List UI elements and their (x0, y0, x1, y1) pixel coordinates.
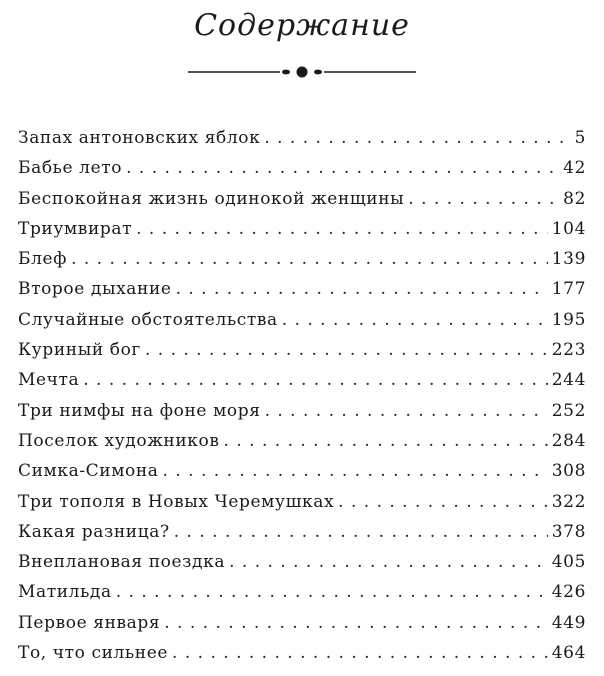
dot-leader (164, 613, 548, 633)
toc-entry-title: Три тополя в Новых Черемушках (18, 491, 335, 512)
toc-entry (18, 492, 586, 522)
dot-leader (408, 189, 559, 209)
dot-leader (83, 370, 548, 390)
table-of-contents (18, 128, 586, 673)
page-title: Содержание (194, 8, 410, 43)
dot-leader (136, 219, 548, 239)
toc-entry (18, 340, 586, 370)
toc-entry-page-number: 322 (551, 491, 586, 512)
toc-entry (18, 401, 586, 431)
toc-entry-title: Поселок художников (18, 430, 220, 451)
toc-entry (18, 552, 586, 582)
ornament-divider (188, 64, 416, 80)
toc-entry-page-number: 42 (563, 158, 586, 179)
toc-entry-page-number: 139 (551, 249, 586, 270)
toc-entry-title: Внеплановая поездка (18, 552, 226, 573)
toc-entry-page-number: 195 (551, 309, 586, 330)
dot-leader (163, 461, 548, 481)
toc-entry-page-number: 308 (551, 461, 586, 482)
toc-entry (18, 219, 586, 249)
toc-entry-title: Куриный бог (18, 340, 141, 361)
toc-entry-title: Первое января (18, 612, 161, 633)
toc-entry-page-number: 244 (551, 370, 586, 391)
dot-leader (145, 340, 548, 360)
toc-entry (18, 613, 586, 643)
toc-entry-page-number: 464 (551, 643, 586, 664)
dot-leader (265, 401, 548, 421)
toc-entry-title: Симка-Симона (18, 461, 159, 482)
toc-entry-title: Запах антоновских яблок (18, 128, 261, 148)
dot-leader (176, 279, 548, 299)
toc-entry-title: То, что сильнее (18, 643, 169, 664)
toc-entry (18, 431, 586, 461)
toc-entry-page-number: 104 (551, 218, 586, 239)
toc-entry-title: Мечта (18, 370, 80, 391)
toc-entry (18, 158, 586, 188)
toc-entry (18, 643, 586, 673)
toc-entry (18, 370, 586, 400)
toc-entry-title: Триумвират (18, 218, 133, 239)
dot-leader (116, 582, 548, 602)
toc-entry-title: Второе дыхание (18, 279, 172, 300)
toc-entry (18, 279, 586, 309)
dot-leader (282, 310, 548, 330)
toc-entry-page-number: 223 (551, 340, 586, 361)
toc-entry (18, 128, 586, 158)
dot-leader (172, 643, 548, 663)
toc-entry-title: Случайные обстоятельства (18, 309, 278, 330)
toc-entry (18, 461, 586, 491)
dot-leader (338, 492, 548, 512)
dot-leader (224, 431, 548, 451)
toc-entry-title: Три нимфы на фоне моря (18, 400, 261, 421)
toc-entry-page-number: 177 (551, 279, 586, 300)
toc-entry (18, 249, 586, 279)
toc-entry-title: Бабье лето (18, 158, 123, 179)
dot-leader (229, 552, 548, 572)
toc-entry (18, 582, 586, 612)
toc-entry-page-number: 82 (563, 188, 586, 209)
toc-entry-title: Беспокойная жизнь одинокой женщины (18, 188, 405, 209)
toc-entry-title: Блеф (18, 249, 68, 270)
toc-entry-page-number: 405 (551, 552, 586, 573)
toc-entry-page-number: 426 (551, 582, 586, 603)
toc-entry-page-number: 449 (551, 612, 586, 633)
toc-entry (18, 310, 586, 340)
toc-entry-page-number: 252 (551, 400, 586, 421)
dot-leader (126, 158, 559, 178)
toc-entry-title: Матильда (18, 582, 112, 603)
toc-entry-title: Какая разница? (18, 521, 170, 542)
toc-entry-page-number: 378 (551, 521, 586, 542)
dot-leader (71, 249, 548, 269)
toc-entry (18, 189, 586, 219)
toc-entry-page-number: 5 (574, 128, 586, 148)
dot-leader (264, 128, 570, 148)
dot-leader (174, 522, 548, 542)
toc-entry (18, 522, 586, 552)
toc-entry-page-number: 284 (551, 430, 586, 451)
